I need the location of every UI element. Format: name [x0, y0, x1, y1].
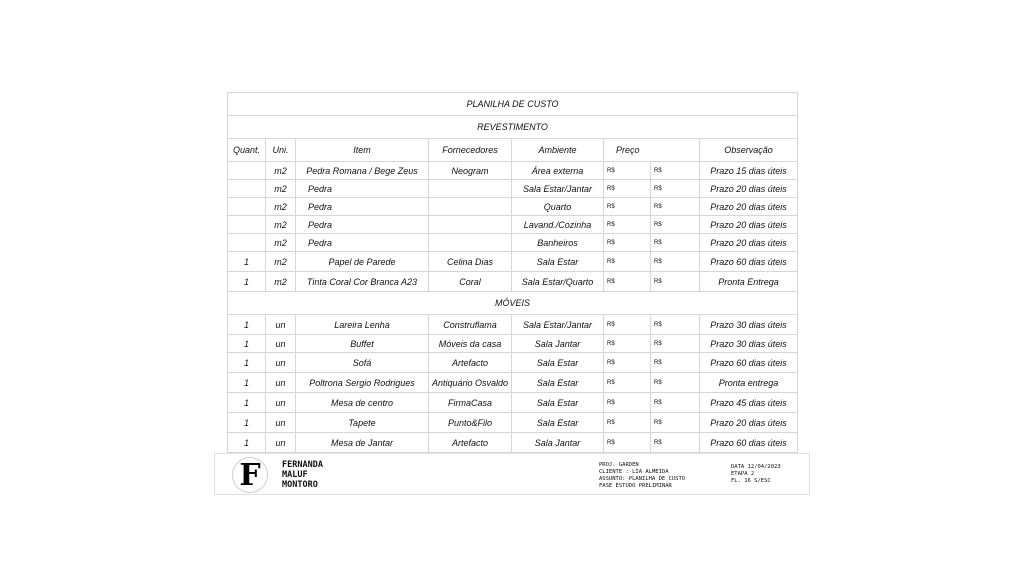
cell-observacao: Pronta Entrega — [700, 272, 798, 292]
column-header-row — [228, 139, 798, 162]
cell-item: Papel de Parede — [296, 252, 429, 272]
cell-preco-total: R$ — [651, 216, 700, 234]
table-row — [228, 180, 798, 198]
cell-preco-unit: R$ — [604, 252, 651, 272]
cost-spreadsheet — [227, 92, 797, 453]
cell-observacao: Prazo 60 dias úteis — [700, 433, 798, 453]
cell-item: Buffet — [296, 335, 429, 353]
cell-quant: 1 — [228, 252, 266, 272]
cell-observacao: Prazo 45 dias úteis — [700, 393, 798, 413]
cell-quant: 1 — [228, 353, 266, 373]
studio-name-line: MALUF — [282, 470, 308, 480]
cell-uni: m2 — [266, 180, 296, 198]
cell-item: Pedra — [296, 216, 429, 234]
table-row — [228, 373, 798, 393]
cell-observacao: Pronta entrega — [700, 373, 798, 393]
cell-preco-total: R$ — [651, 198, 700, 216]
cell-observacao: Prazo 30 dias úteis — [700, 315, 798, 335]
table-row — [228, 393, 798, 413]
cell-uni: m2 — [266, 162, 296, 180]
cell-uni: un — [266, 373, 296, 393]
cell-fornecedor: Antiquário Osvaldo — [429, 373, 512, 393]
cell-uni: un — [266, 335, 296, 353]
cell-preco-total: R$ — [651, 433, 700, 453]
cell-quant — [228, 234, 266, 252]
cell-quant: 1 — [228, 433, 266, 453]
cell-preco-unit: R$ — [604, 413, 651, 433]
cell-observacao: Prazo 20 dias úteis — [700, 413, 798, 433]
title-block — [214, 453, 810, 495]
cost-table — [227, 92, 798, 453]
project-info-line: ASSUNTO: PLANILHA DE CUSTO — [599, 476, 686, 482]
table-row — [228, 162, 798, 180]
cell-preco-total: R$ — [651, 373, 700, 393]
cell-observacao: Prazo 60 dias úteis — [700, 353, 798, 373]
cell-item: Tinta Coral Cor Branca A23 — [296, 272, 429, 292]
cell-preco-unit: R$ — [604, 272, 651, 292]
cell-fornecedor: Construflama — [429, 315, 512, 335]
col-header-uni: Uni. — [266, 139, 296, 162]
cell-ambiente: Sala Estar/Jantar — [512, 180, 604, 198]
cell-preco-total: R$ — [651, 413, 700, 433]
cell-fornecedor: Neogram — [429, 162, 512, 180]
project-info-line: PROJ. GARDEN — [599, 462, 639, 468]
cell-quant: 1 — [228, 335, 266, 353]
cell-ambiente: Sala Estar — [512, 353, 604, 373]
table-row — [228, 335, 798, 353]
cell-uni: un — [266, 315, 296, 335]
cell-fornecedor: Punto&Filo — [429, 413, 512, 433]
cell-preco-total: R$ — [651, 272, 700, 292]
cell-item: Mesa de centro — [296, 393, 429, 413]
cell-quant: 1 — [228, 272, 266, 292]
project-info-line: FASE ESTUDO PRELIMINAR — [599, 483, 672, 489]
cell-fornecedor — [429, 180, 512, 198]
cell-item: Pedra — [296, 180, 429, 198]
cell-observacao: Prazo 20 dias úteis — [700, 234, 798, 252]
cell-ambiente: Área externa — [512, 162, 604, 180]
cell-preco-total: R$ — [651, 335, 700, 353]
cell-fornecedor — [429, 198, 512, 216]
cell-preco-total: R$ — [651, 353, 700, 373]
cell-fornecedor: Celina Dias — [429, 252, 512, 272]
cell-uni: m2 — [266, 198, 296, 216]
col-header-observacao: Observação — [700, 139, 798, 162]
cell-ambiente: Sala Estar — [512, 393, 604, 413]
col-header-preco: Preço — [604, 139, 700, 162]
cell-preco-total: R$ — [651, 180, 700, 198]
cell-fornecedor: Móveis da casa — [429, 335, 512, 353]
cell-quant: 1 — [228, 315, 266, 335]
cell-ambiente: Banheiros — [512, 234, 604, 252]
cell-ambiente: Sala Estar — [512, 373, 604, 393]
cell-quant: 1 — [228, 413, 266, 433]
cell-ambiente: Sala Estar — [512, 413, 604, 433]
table-row — [228, 433, 798, 453]
table-row — [228, 234, 798, 252]
cell-preco-unit: R$ — [604, 198, 651, 216]
cell-uni: m2 — [266, 252, 296, 272]
studio-name-line: FERNANDA — [282, 460, 323, 470]
cell-observacao: Prazo 15 dias úteis — [700, 162, 798, 180]
cell-ambiente: Lavand./Cozinha — [512, 216, 604, 234]
cell-item: Tapete — [296, 413, 429, 433]
cell-item: Pedra — [296, 234, 429, 252]
studio-name-line: MONTORO — [282, 480, 318, 490]
cell-preco-total: R$ — [651, 315, 700, 335]
logo-letter: F — [239, 457, 261, 493]
cell-quant: 1 — [228, 393, 266, 413]
cell-item: Lareira Lenha — [296, 315, 429, 335]
cell-fornecedor: FirmaCasa — [429, 393, 512, 413]
cell-preco-unit: R$ — [604, 373, 651, 393]
cell-ambiente: Sala Jantar — [512, 433, 604, 453]
cell-preco-total: R$ — [651, 162, 700, 180]
table-row — [228, 216, 798, 234]
cell-uni: un — [266, 393, 296, 413]
studio-name — [282, 460, 323, 490]
cell-item: Pedra — [296, 198, 429, 216]
cell-preco-unit: R$ — [604, 234, 651, 252]
cell-uni: m2 — [266, 272, 296, 292]
studio-logo — [232, 457, 268, 493]
cell-observacao: Prazo 20 dias úteis — [700, 198, 798, 216]
cell-uni: un — [266, 413, 296, 433]
cell-preco-unit: R$ — [604, 433, 651, 453]
table-row — [228, 353, 798, 373]
table-row — [228, 252, 798, 272]
cell-preco-unit: R$ — [604, 216, 651, 234]
cell-item: Mesa de Jantar — [296, 433, 429, 453]
project-info — [599, 462, 685, 490]
col-header-item: Item — [296, 139, 429, 162]
section-title-1: MÓVEIS — [228, 292, 798, 315]
cell-ambiente: Sala Estar/Quarto — [512, 272, 604, 292]
cell-quant — [228, 198, 266, 216]
cell-uni: un — [266, 353, 296, 373]
cell-quant — [228, 216, 266, 234]
sheet-meta — [731, 464, 781, 485]
cell-preco-total: R$ — [651, 393, 700, 413]
cell-preco-unit: R$ — [604, 353, 651, 373]
cell-observacao: Prazo 30 dias úteis — [700, 335, 798, 353]
table-row — [228, 272, 798, 292]
project-info-line: CLIENTE : LIA ALMEIDA — [599, 469, 669, 475]
sheet-meta-line: FL. 16 S/ESC — [731, 478, 771, 484]
cell-preco-unit: R$ — [604, 315, 651, 335]
col-header-quant: Quant. — [228, 139, 266, 162]
cell-fornecedor — [429, 216, 512, 234]
cell-observacao: Prazo 60 dias úteis — [700, 252, 798, 272]
cell-item: Poltrona Sergio Rodrigues — [296, 373, 429, 393]
cell-preco-unit: R$ — [604, 393, 651, 413]
cell-item: Sofá — [296, 353, 429, 373]
cell-preco-unit: R$ — [604, 335, 651, 353]
cell-ambiente: Quarto — [512, 198, 604, 216]
cell-preco-total: R$ — [651, 234, 700, 252]
cell-observacao: Prazo 20 dias úteis — [700, 216, 798, 234]
cell-ambiente: Sala Jantar — [512, 335, 604, 353]
cell-fornecedor — [429, 234, 512, 252]
cell-fornecedor: Coral — [429, 272, 512, 292]
cell-quant: 1 — [228, 373, 266, 393]
col-header-ambiente: Ambiente — [512, 139, 604, 162]
col-header-fornecedores: Fornecedores — [429, 139, 512, 162]
cell-fornecedor: Artefacto — [429, 353, 512, 373]
section-title-revestimento: REVESTIMENTO — [228, 116, 798, 139]
cell-quant — [228, 180, 266, 198]
table-row — [228, 413, 798, 433]
cell-preco-unit: R$ — [604, 180, 651, 198]
cell-quant — [228, 162, 266, 180]
sheet-meta-line: DATA 12/04/2023 — [731, 464, 781, 470]
sheet-meta-line: ETAPA 2 — [731, 471, 755, 477]
cell-preco-unit: R$ — [604, 162, 651, 180]
cell-preco-total: R$ — [651, 252, 700, 272]
cell-uni: m2 — [266, 234, 296, 252]
cell-ambiente: Sala Estar/Jantar — [512, 315, 604, 335]
cell-fornecedor: Artefacto — [429, 433, 512, 453]
cell-ambiente: Sala Estar — [512, 252, 604, 272]
cell-observacao: Prazo 20 dias úteis — [700, 180, 798, 198]
cell-uni: un — [266, 433, 296, 453]
sheet-title: PLANILHA DE CUSTO — [228, 93, 798, 116]
table-row — [228, 315, 798, 335]
cell-uni: m2 — [266, 216, 296, 234]
table-row — [228, 198, 798, 216]
cell-item: Pedra Romana / Bege Zeus — [296, 162, 429, 180]
